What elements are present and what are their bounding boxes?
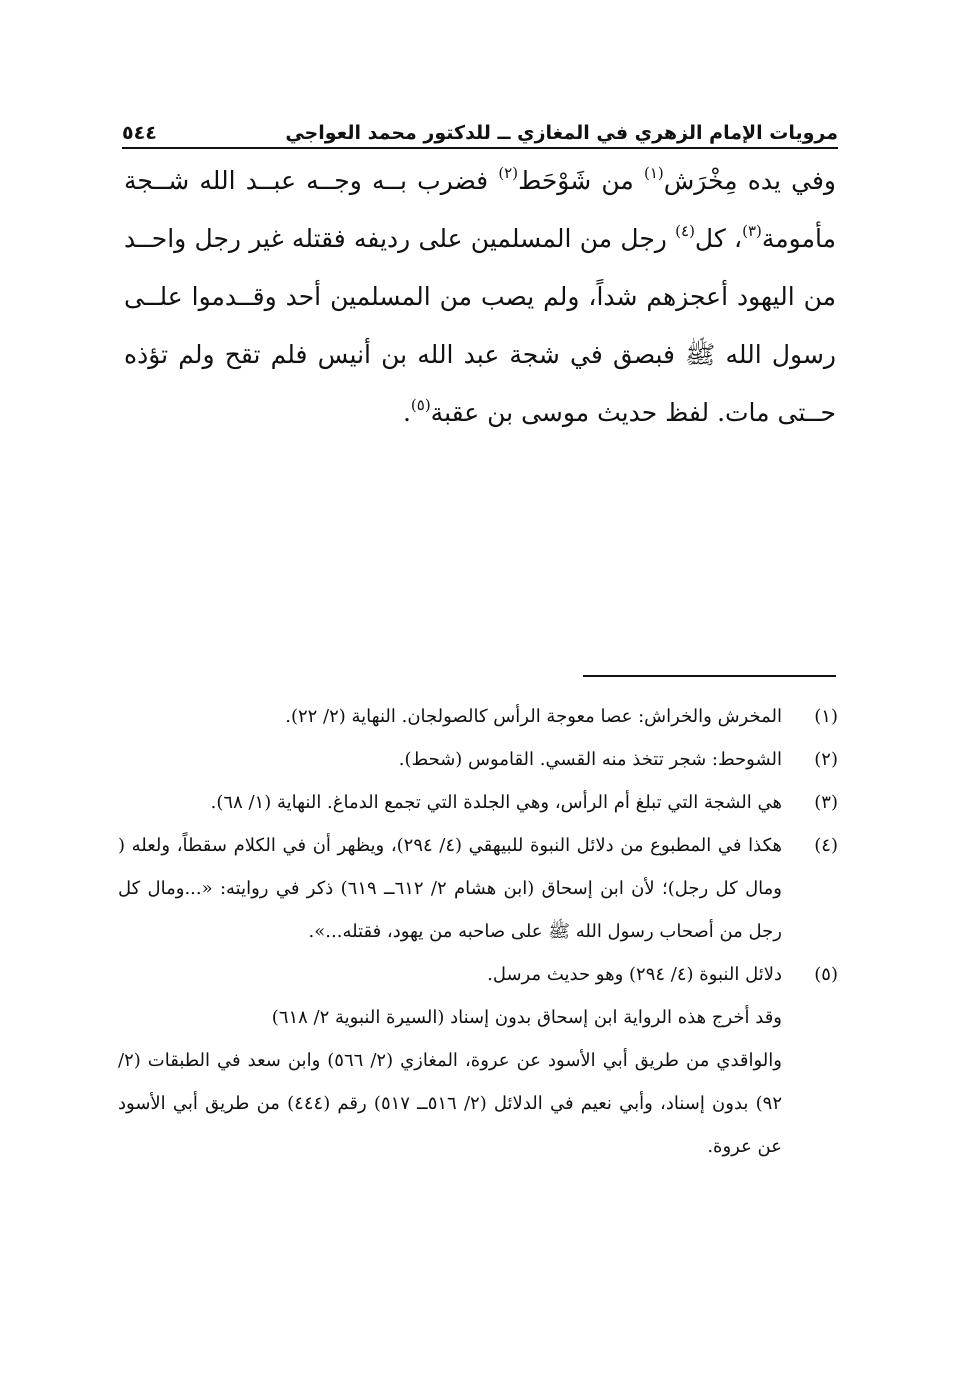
footnote-continuation-line: والواقدي من طريق أبي الأسود عن عروة، المغازي (٢/ ٥٦٦) وابن سعد في الطبقات (٢/ ٩٢) بدون إسناد، وأبي نعيم في الدلائل (٢/ ٥١٦ــ ٥١٧) رقم (٤٤٤) من طريق أبي الأسود عن عروة.	[118, 1050, 782, 1157]
text-segment: فضرب بــه وجــه عبــد الله شــجة مأمومة	[124, 166, 836, 253]
footnote	[118, 781, 838, 824]
footnote-text: الشوحط: شجر تتخذ منه القسي. القاموس (شحط).	[398, 749, 782, 770]
header-title: مرويات الإمام الزهري في المغازي ــ للدكتور محمد العواجي	[285, 122, 838, 144]
header-rule	[122, 147, 838, 149]
footnote-ref: (٥)	[410, 396, 431, 414]
page-number: ٥٤٤	[122, 122, 157, 144]
footnote-number: (٣)	[814, 792, 838, 813]
text-segment: وفي يده مِخْرَش	[663, 166, 836, 195]
footnote-number: (١)	[814, 706, 838, 727]
footnote-ref: (٢)	[498, 164, 519, 182]
footnote-continuation	[118, 996, 838, 1168]
footnote-ref: (١)	[643, 164, 664, 182]
footnote	[118, 695, 838, 738]
running-header	[122, 108, 838, 144]
footnote-number: (٢)	[814, 749, 838, 770]
footnote	[118, 953, 838, 996]
footnote-number: (٥)	[814, 964, 838, 985]
footnote-text: المخرش والخراش: عصا معوجة الرأس كالصولجان. النهاية (٢/ ٢٢).	[285, 706, 782, 727]
footnote-ref: (٣)	[742, 222, 762, 240]
footnote	[118, 824, 838, 953]
footnote-text: هكذا في المطبوع من دلائل النبوة للبيهقي (٤/ ٢٩٤)، ويظهر أن في الكلام سقطاً، ولعله ( ومال كل رجل)؛ لأن ابن إسحاق (ابن هشام ٢/ ٦١٢ــ ٦١٩) ذكر في روايته: «...ومال كل رجل من أصحاب رسول الله ﷺ على صاحبه من يهود، فقتله...».	[118, 835, 783, 942]
text-segment: رجل من المسلمين على رديفه فقتله غير رجل واحــد من اليهود أعجزهم شداً، ولم يصب من المسلمين أحد وقــدموا علــى رسول الله ﷺ فبصق في شجة عبد الله بن أنيس فلم تقح ولم تؤذه حــتى مات. لفظ حديث موسى بن عقبة	[124, 224, 836, 427]
text-segment: ، كل	[694, 224, 743, 253]
main-paragraph	[124, 152, 836, 442]
footnotes	[118, 695, 838, 1168]
text-segment: من شَوْحَط	[518, 166, 644, 195]
text-segment: .	[402, 398, 411, 427]
footnote-continuation-line: وقد أخرج هذه الرواية ابن إسحاق بدون إسناد (السيرة النبوية ٢/ ٦١٨)	[271, 1007, 782, 1028]
footnote	[118, 738, 838, 781]
main-text	[124, 152, 836, 442]
footnote-text: دلائل النبوة (٤/ ٢٩٤) وهو حديث مرسل.	[487, 964, 782, 985]
footnote-separator	[583, 675, 836, 677]
footnote-text: هي الشجة التي تبلغ أم الرأس، وهي الجلدة التي تجمع الدماغ. النهاية (١/ ٦٨).	[210, 792, 782, 813]
footnote-ref: (٤)	[675, 222, 695, 240]
footnote-number: (٤)	[814, 835, 838, 856]
